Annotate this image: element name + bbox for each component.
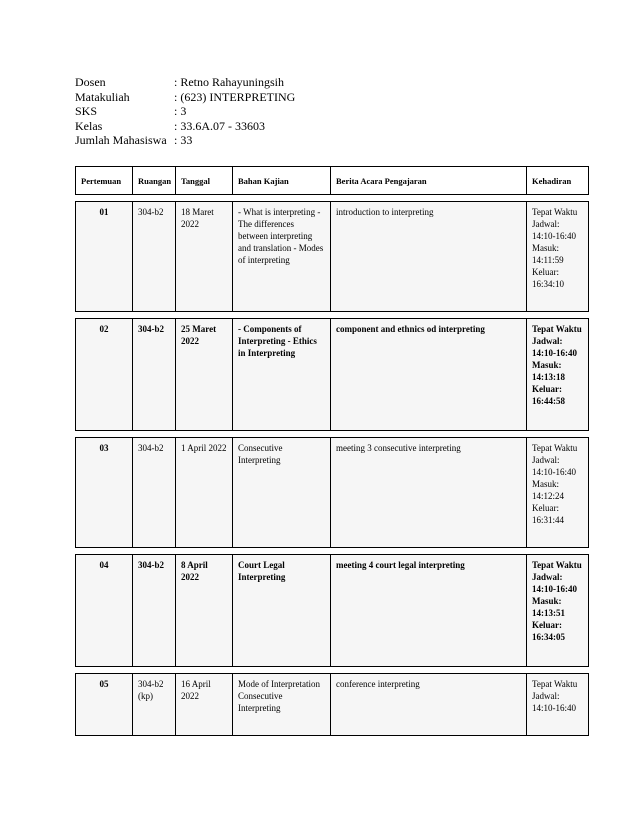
cell-kehadiran: Tepat Waktu Jadwal: 14:10-16:40 Masuk: 14:13:18 Keluar: 16:44:58	[527, 319, 589, 431]
column-header-tanggal: Tanggal	[176, 167, 233, 195]
cell-bahan-kajian: - Components of Interpreting - Ethics in Interpreting	[233, 319, 331, 431]
cell-kehadiran: Tepat Waktu Jadwal: 14:10-16:40	[527, 674, 589, 736]
info-row-kelas	[75, 119, 295, 134]
info-label: Matakuliah	[75, 89, 130, 104]
table-row	[76, 202, 589, 312]
table-row	[76, 319, 589, 431]
info-value: : (623) INTERPRETING	[174, 89, 296, 104]
row-separator	[76, 667, 589, 674]
cell-bahan-kajian: Court Legal Interpreting	[233, 555, 331, 667]
cell-tanggal: 18 Maret 2022	[176, 202, 233, 312]
cell-berita-acara: meeting 3 consecutive interpreting	[331, 438, 527, 548]
info-row-dosen	[75, 75, 295, 90]
cell-bahan-kajian: Consecutive Interpreting	[233, 438, 331, 548]
info-value: : 3	[174, 104, 187, 118]
cell-pertemuan: 04	[76, 555, 133, 667]
cell-pertemuan: 02	[76, 319, 133, 431]
column-header-pertemuan: Pertemuan	[76, 167, 133, 195]
cell-berita-acara: conference interpreting	[331, 674, 527, 736]
cell-ruangan: 304-b2	[133, 555, 176, 667]
cell-bahan-kajian: Mode of Interpretation Consecutive Interpreting	[233, 674, 331, 736]
info-value: : 33.6A.07 - 33603	[174, 118, 265, 133]
column-header-berita-acara: Berita Acara Pengajaran	[331, 167, 527, 195]
cell-tanggal: 16 April 2022	[176, 674, 233, 736]
cell-bahan-kajian: - What is interpreting - The differences between interpreting and translation - Modes of interpreting	[233, 202, 331, 312]
cell-ruangan: 304-b2	[133, 438, 176, 548]
info-label: SKS	[75, 104, 98, 118]
row-separator	[76, 548, 589, 555]
info-value: : Retno Rahayuningsih	[174, 75, 284, 89]
row-separator	[76, 312, 589, 319]
cell-pertemuan: 03	[76, 438, 133, 548]
column-header-bahan-kajian: Bahan Kajian	[233, 167, 331, 195]
info-row-jumlah-mahasiswa	[75, 133, 295, 148]
info-label: Dosen	[75, 75, 106, 89]
info-label: Jumlah Mahasiswa	[75, 133, 167, 147]
info-value: : 33	[174, 133, 193, 147]
table-header-row	[76, 167, 589, 195]
cell-tanggal: 8 April 2022	[176, 555, 233, 667]
attendance-table-wrapper	[75, 166, 588, 736]
column-header-ruangan: Ruangan	[133, 167, 176, 195]
attendance-table	[75, 166, 589, 736]
cell-ruangan: 304-b2	[133, 202, 176, 312]
info-row-matakuliah	[75, 90, 295, 105]
column-header-kehadiran: Kehadiran	[527, 167, 589, 195]
info-row-sks	[75, 104, 295, 119]
cell-berita-acara: component and ethnics od interpreting	[331, 319, 527, 431]
cell-tanggal: 25 Maret 2022	[176, 319, 233, 431]
cell-kehadiran: Tepat Waktu Jadwal: 14:10-16:40 Masuk: 14:12:24 Keluar: 16:31:44	[527, 438, 589, 548]
cell-tanggal: 1 April 2022	[176, 438, 233, 548]
cell-berita-acara: meeting 4 court legal interpreting	[331, 555, 527, 667]
course-info	[75, 75, 295, 148]
cell-ruangan: 304-b2	[133, 319, 176, 431]
table-row	[76, 438, 589, 548]
cell-berita-acara: introduction to interpreting	[331, 202, 527, 312]
cell-pertemuan: 05	[76, 674, 133, 736]
info-label: Kelas	[75, 118, 103, 133]
cell-kehadiran: Tepat Waktu Jadwal: 14:10-16:40 Masuk: 14:11:59 Keluar: 16:34:10	[527, 202, 589, 312]
cell-ruangan: 304-b2 (kp)	[133, 674, 176, 736]
row-separator	[76, 195, 589, 202]
cell-kehadiran: Tepat Waktu Jadwal: 14:10-16:40 Masuk: 14:13:51 Keluar: 16:34:05	[527, 555, 589, 667]
row-separator	[76, 431, 589, 438]
table-row	[76, 555, 589, 667]
table-row	[76, 674, 589, 736]
cell-pertemuan: 01	[76, 202, 133, 312]
